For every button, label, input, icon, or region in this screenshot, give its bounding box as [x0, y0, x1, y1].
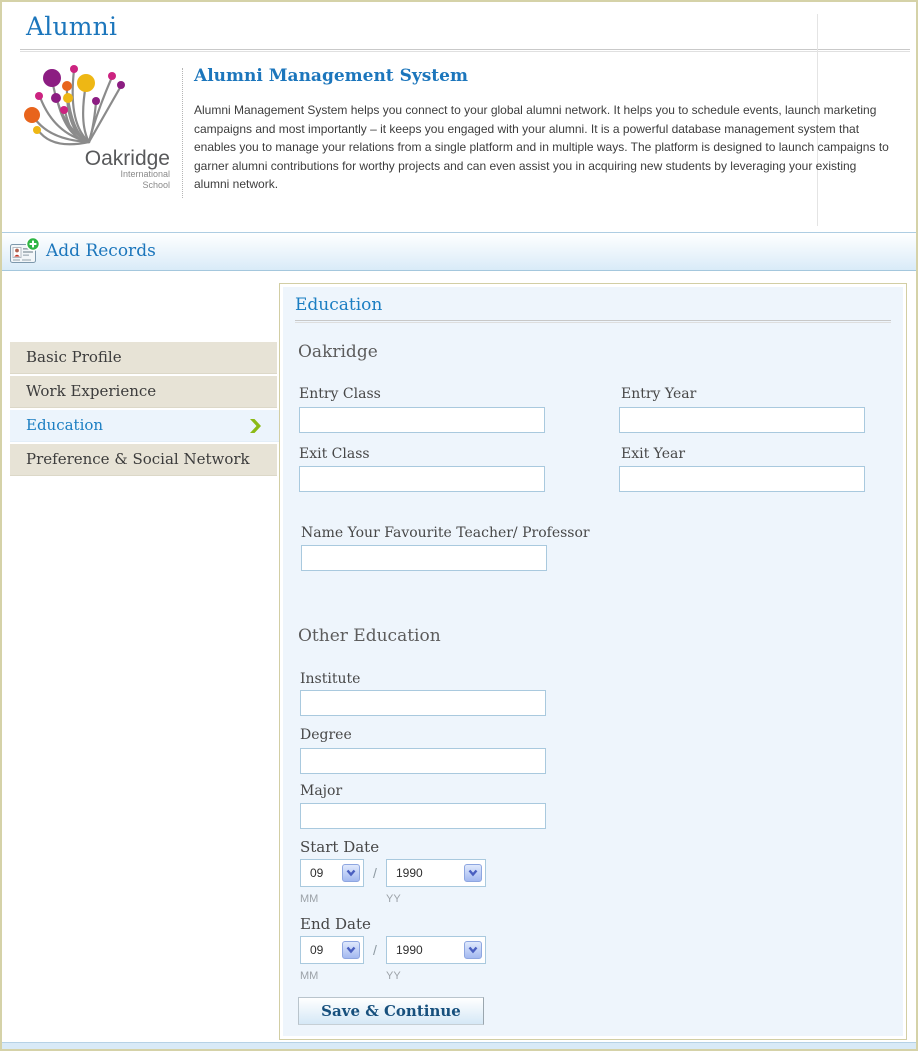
start-year-hint: YY [386, 893, 401, 905]
degree-label: Degree [300, 727, 352, 743]
footer-bar [2, 1042, 916, 1049]
start-date-label: Start Date [300, 838, 380, 856]
sidebar-item-education[interactable] [10, 410, 280, 442]
start-month-hint: MM [300, 893, 319, 905]
start-year-select[interactable] [386, 859, 486, 887]
intro-heading: Alumni Management System [194, 66, 468, 86]
institute-input[interactable] [300, 690, 546, 716]
page-title: Alumni [26, 12, 118, 41]
start-month-value: 09 [310, 866, 324, 880]
oakridge-logo [24, 64, 174, 196]
end-year-hint: YY [386, 970, 401, 982]
entry-year-input[interactable] [619, 407, 865, 433]
add-records-icon[interactable] [9, 237, 41, 267]
degree-input[interactable] [300, 748, 546, 774]
end-month-value: 09 [310, 943, 324, 957]
exit-class-input[interactable] [299, 466, 545, 492]
sidebar-item-preference-social[interactable] [10, 444, 277, 476]
logo-sub1: International [120, 169, 170, 179]
institute-label: Institute [300, 671, 361, 687]
panel-title: Education [295, 295, 383, 315]
intro-description: Alumni Management System helps you connect to your global alumni network. It helps you to schedule events, launch marketing campaigns and most importantly – it keeps you engaged with your alumni. It is a powerful database management system that enables you to manage your relations from a single platform and in multiple ways. The platform is designed to launch campaigns to garner alumni contributions for worthy projects and can even assist you in acquiring new students by leveraging your existing alumni network. [194, 103, 889, 191]
sidebar-item-label: Education [26, 416, 104, 434]
start-month-select[interactable] [300, 859, 364, 887]
dropdown-arrow-icon[interactable] [464, 941, 482, 959]
add-records-label[interactable]: Add Records [46, 241, 156, 261]
panel-rule [295, 320, 891, 323]
start-year-value: 1990 [396, 866, 423, 880]
exit-year-label: Exit Year [621, 446, 686, 462]
sidebar-item-basic-profile[interactable] [10, 342, 277, 374]
dropdown-arrow-icon[interactable] [342, 864, 360, 882]
entry-class-input[interactable] [299, 407, 545, 433]
dropdown-arrow-icon[interactable] [464, 864, 482, 882]
major-input[interactable] [300, 803, 546, 829]
date-separator: / [373, 942, 377, 958]
date-separator: / [373, 865, 377, 881]
sidebar-item-label: Preference & Social Network [26, 450, 250, 468]
chevron-right-icon [250, 419, 262, 433]
entry-year-label: Entry Year [621, 386, 697, 402]
sidebar-item-label: Basic Profile [26, 348, 122, 366]
sidebar-item-work-experience[interactable] [10, 376, 277, 408]
end-month-hint: MM [300, 970, 319, 982]
exit-class-label: Exit Class [299, 446, 370, 462]
intro-dotted-divider [182, 68, 183, 198]
save-continue-button[interactable]: Save & Continue [298, 997, 484, 1025]
end-date-label: End Date [300, 915, 371, 933]
education-panel [279, 283, 907, 1040]
dropdown-arrow-icon[interactable] [342, 941, 360, 959]
oakridge-section-heading: Oakridge [298, 342, 378, 362]
logo-sub2: School [142, 180, 170, 190]
header-rule [20, 49, 910, 52]
sidebar-item-label: Work Experience [26, 382, 157, 400]
end-month-select[interactable] [300, 936, 364, 964]
logo-wordmark: Oakridge [84, 147, 170, 170]
other-education-heading: Other Education [298, 626, 441, 646]
entry-class-label: Entry Class [299, 386, 381, 402]
end-year-value: 1990 [396, 943, 423, 957]
end-year-select[interactable] [386, 936, 486, 964]
exit-year-input[interactable] [619, 466, 865, 492]
major-label: Major [300, 783, 343, 799]
favourite-teacher-label: Name Your Favourite Teacher/ Professor [301, 525, 590, 541]
add-records-bar [2, 232, 916, 271]
favourite-teacher-input[interactable] [301, 545, 547, 571]
